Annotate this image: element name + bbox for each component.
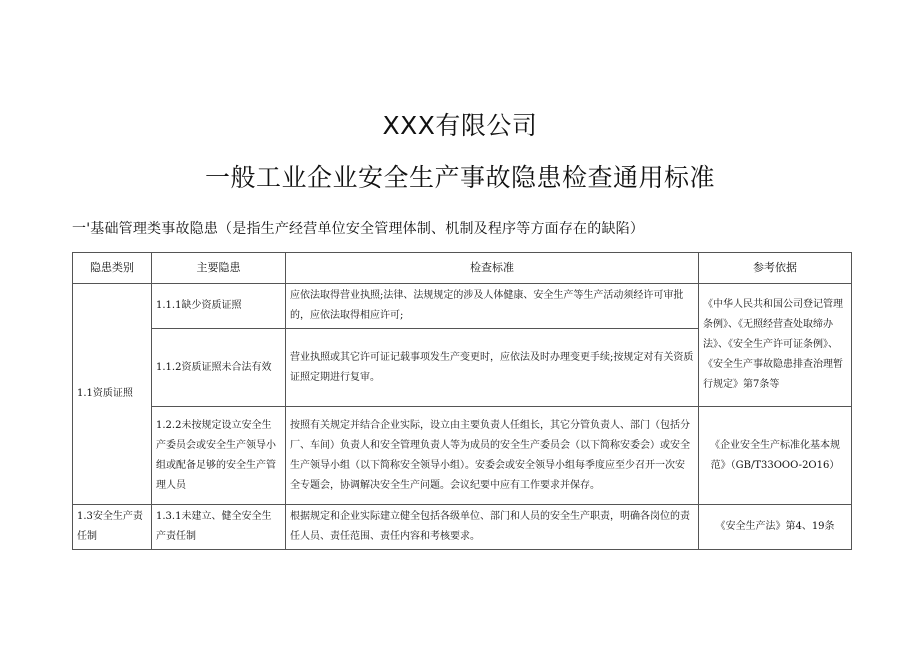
- hazard-cell: 1.1.1缺少资质证照: [152, 284, 286, 329]
- header-category: 隐患类别: [73, 253, 152, 284]
- hazard-cell: 1.1.2资质证照未合法有效: [152, 329, 286, 407]
- hazard-table: [72, 252, 852, 550]
- standard-cell: 应依法取得营业执照;法律、法规规定的涉及人体健康、安全生产等生产活动须经许可审批的，应依法取得相应许可;: [286, 284, 699, 329]
- table-header-row: [73, 253, 852, 284]
- hazard-cell: 1.2.2未按规定设立安全生产委员会或安全生产领导小组或配备足够的安全生产管理人员: [152, 407, 286, 505]
- header-reference: 参考依据: [699, 253, 852, 284]
- standard-cell: 根据规定和企业实际建立健全包括各级单位、部门和人员的安全生产职责，明确各岗位的责任人员、责任范围、责任内容和考核要求。: [286, 505, 699, 550]
- reference-cell: 《中华人民共和国公司登记管理条例》、《无照经营查处取缔办法》、《安全生产许可证条例》、《安全生产事故隐患排查治理暂行规定》第7条等: [699, 284, 852, 407]
- standard-cell: 按照有关规定并结合企业实际，设立由主要负责人任组长，其它分管负责人、部门（包括分厂、车间）负责人和安全管理负责人等为成员的安全生产委员会（以下简称安委会）或安全生产领导小组（以下简称安全领导小组）。安委会或安全领导小组每季度应至少召开一次安全专题会，协调解决安全生产问题。会议纪要中应有工作要求并保存。: [286, 407, 699, 505]
- header-standard: 检查标准: [286, 253, 699, 284]
- category-cell: 1.3安全生产责任制: [73, 505, 152, 550]
- hazard-cell: 1.3.1未建立、健全安全生产责任制: [152, 505, 286, 550]
- category-cell: 1.1资质证照: [73, 284, 152, 505]
- table-row: [73, 407, 852, 505]
- document-title: 一般工业企业安全生产事故隐患检查通用标准: [204, 163, 715, 192]
- company-title: XXX有限公司: [382, 111, 538, 140]
- reference-cell: 《安全生产法》第4、19条: [699, 505, 852, 550]
- header-hazard: 主要隐患: [152, 253, 286, 284]
- standard-cell: 营业执照或其它许可证记载事项发生产变更时，应依法及时办理变更手续;按规定对有关资质证照定期进行复审。: [286, 329, 699, 407]
- reference-cell: 《企业安全生产标准化基本规范》（GB/T33OOO-2O16）: [699, 407, 852, 505]
- table-row: [73, 284, 852, 329]
- table-row: [73, 505, 852, 550]
- section-heading: 一'基础管理类事故隐患（是指生产经营单位安全管理体制、机制及程序等方面存在的缺陷）: [72, 221, 645, 237]
